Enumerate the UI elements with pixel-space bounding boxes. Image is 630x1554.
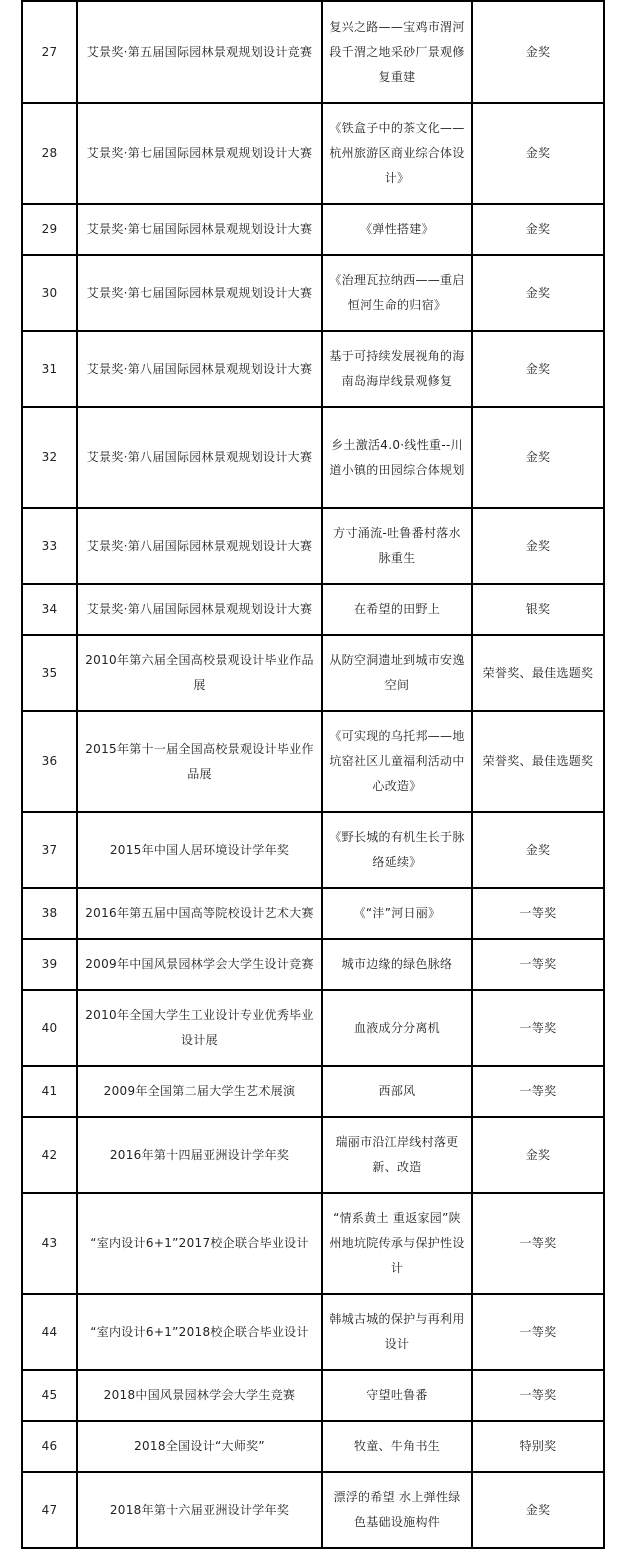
competition-cell: 2015年第十一届全国高校景观设计毕业作品展	[77, 711, 322, 812]
table-row	[22, 1, 604, 103]
competition-cell: 艾景奖·第八届国际园林景观规划设计大赛	[77, 331, 322, 407]
awards-table	[21, 0, 605, 1549]
award-cell: 荣誉奖、最佳选题奖	[472, 711, 604, 812]
table-row	[22, 1421, 604, 1472]
table-row	[22, 711, 604, 812]
table-row	[22, 508, 604, 584]
work-title-cell: 血液成分分离机	[322, 990, 472, 1066]
award-cell: 金奖	[472, 1117, 604, 1193]
table-row	[22, 255, 604, 331]
work-title-cell: 方寸涌流-吐鲁番村落水脉重生	[322, 508, 472, 584]
work-title-cell: 《铁盒子中的茶文化——杭州旅游区商业综合体设计》	[322, 103, 472, 204]
competition-cell: “室内设计6+1”2018校企联合毕业设计	[77, 1294, 322, 1370]
competition-cell: 艾景奖·第五届国际园林景观规划设计竞赛	[77, 1, 322, 103]
row-number-cell: 47	[22, 1472, 77, 1548]
work-title-cell: 在希望的田野上	[322, 584, 472, 635]
award-cell: 一等奖	[472, 939, 604, 990]
table-row	[22, 1066, 604, 1117]
award-cell: 银奖	[472, 584, 604, 635]
competition-cell: 2018全国设计“大师奖”	[77, 1421, 322, 1472]
table-row	[22, 1370, 604, 1421]
row-number-cell: 37	[22, 812, 77, 888]
competition-cell: 艾景奖·第八届国际园林景观规划设计大赛	[77, 584, 322, 635]
row-number-cell: 42	[22, 1117, 77, 1193]
table-row	[22, 812, 604, 888]
table-row	[22, 1193, 604, 1294]
work-title-cell: 牧童、牛角书生	[322, 1421, 472, 1472]
competition-cell: 2010年全国大学生工业设计专业优秀毕业设计展	[77, 990, 322, 1066]
award-cell: 金奖	[472, 508, 604, 584]
competition-cell: 2015年中国人居环境设计学年奖	[77, 812, 322, 888]
competition-cell: 艾景奖·第八届国际园林景观规划设计大赛	[77, 407, 322, 508]
work-title-cell: 漂浮的希望 水上弹性绿色基础设施构件	[322, 1472, 472, 1548]
row-number-cell: 35	[22, 635, 77, 711]
work-title-cell: 《可实现的乌托邦——地坑窑社区儿童福利活动中心改造》	[322, 711, 472, 812]
work-title-cell: 《“沣”河日丽》	[322, 888, 472, 939]
row-number-cell: 43	[22, 1193, 77, 1294]
competition-cell: 艾景奖·第七届国际园林景观规划设计大赛	[77, 255, 322, 331]
competition-cell: 2009年中国风景园林学会大学生设计竞赛	[77, 939, 322, 990]
award-cell: 金奖	[472, 407, 604, 508]
award-cell: 一等奖	[472, 1370, 604, 1421]
row-number-cell: 44	[22, 1294, 77, 1370]
competition-cell: “室内设计6+1”2017校企联合毕业设计	[77, 1193, 322, 1294]
row-number-cell: 40	[22, 990, 77, 1066]
table-row	[22, 635, 604, 711]
work-title-cell: 基于可持续发展视角的海南岛海岸线景观修复	[322, 331, 472, 407]
award-cell: 一等奖	[472, 1066, 604, 1117]
competition-cell: 2009年全国第二届大学生艺术展演	[77, 1066, 322, 1117]
table-row	[22, 584, 604, 635]
award-cell: 金奖	[472, 1, 604, 103]
table-row	[22, 331, 604, 407]
row-number-cell: 41	[22, 1066, 77, 1117]
work-title-cell: 《野长城的有机生长于脉络延续》	[322, 812, 472, 888]
work-title-cell: 瑞丽市沿江岸线村落更新、改造	[322, 1117, 472, 1193]
table-row	[22, 407, 604, 508]
award-cell: 特别奖	[472, 1421, 604, 1472]
work-title-cell: 复兴之路——宝鸡市渭河段千渭之地采砂厂景观修复重建	[322, 1, 472, 103]
competition-cell: 艾景奖·第七届国际园林景观规划设计大赛	[77, 103, 322, 204]
row-number-cell: 27	[22, 1, 77, 103]
table-row	[22, 204, 604, 255]
award-cell: 一等奖	[472, 888, 604, 939]
row-number-cell: 33	[22, 508, 77, 584]
competition-cell: 艾景奖·第八届国际园林景观规划设计大赛	[77, 508, 322, 584]
row-number-cell: 45	[22, 1370, 77, 1421]
row-number-cell: 38	[22, 888, 77, 939]
award-cell: 一等奖	[472, 990, 604, 1066]
work-title-cell: 《治理瓦拉纳西——重启恒河生命的归宿》	[322, 255, 472, 331]
award-cell: 一等奖	[472, 1193, 604, 1294]
row-number-cell: 34	[22, 584, 77, 635]
competition-cell: 2016年第五届中国高等院校设计艺术大赛	[77, 888, 322, 939]
row-number-cell: 46	[22, 1421, 77, 1472]
competition-cell: 2016年第十四届亚洲设计学年奖	[77, 1117, 322, 1193]
work-title-cell: 守望吐鲁番	[322, 1370, 472, 1421]
award-cell: 金奖	[472, 331, 604, 407]
table-row	[22, 939, 604, 990]
table-row	[22, 990, 604, 1066]
table-row	[22, 1294, 604, 1370]
award-cell: 金奖	[472, 812, 604, 888]
competition-cell: 2018中国风景园林学会大学生竞赛	[77, 1370, 322, 1421]
competition-cell: 2010年第六届全国高校景观设计毕业作品展	[77, 635, 322, 711]
work-title-cell: 《弹性搭建》	[322, 204, 472, 255]
award-cell: 一等奖	[472, 1294, 604, 1370]
work-title-cell: 韩城古城的保护与再利用设计	[322, 1294, 472, 1370]
work-title-cell: 乡土激活4.0·线性重--川道小镇的田园综合体规划	[322, 407, 472, 508]
row-number-cell: 28	[22, 103, 77, 204]
work-title-cell: 西部风	[322, 1066, 472, 1117]
work-title-cell: 从防空洞遗址到城市安逸空间	[322, 635, 472, 711]
work-title-cell: 城市边缘的绿色脉络	[322, 939, 472, 990]
awards-table-body	[22, 1, 604, 1548]
work-title-cell: “情系黄土 重返家园”陕州地坑院传承与保护性设计	[322, 1193, 472, 1294]
row-number-cell: 31	[22, 331, 77, 407]
award-cell: 金奖	[472, 204, 604, 255]
row-number-cell: 36	[22, 711, 77, 812]
row-number-cell: 39	[22, 939, 77, 990]
competition-cell: 2018年第十六届亚洲设计学年奖	[77, 1472, 322, 1548]
award-cell: 金奖	[472, 1472, 604, 1548]
award-cell: 荣誉奖、最佳选题奖	[472, 635, 604, 711]
table-row	[22, 1117, 604, 1193]
competition-cell: 艾景奖·第七届国际园林景观规划设计大赛	[77, 204, 322, 255]
table-row	[22, 103, 604, 204]
row-number-cell: 29	[22, 204, 77, 255]
award-cell: 金奖	[472, 103, 604, 204]
table-row	[22, 1472, 604, 1548]
row-number-cell: 30	[22, 255, 77, 331]
table-row	[22, 888, 604, 939]
row-number-cell: 32	[22, 407, 77, 508]
award-cell: 金奖	[472, 255, 604, 331]
